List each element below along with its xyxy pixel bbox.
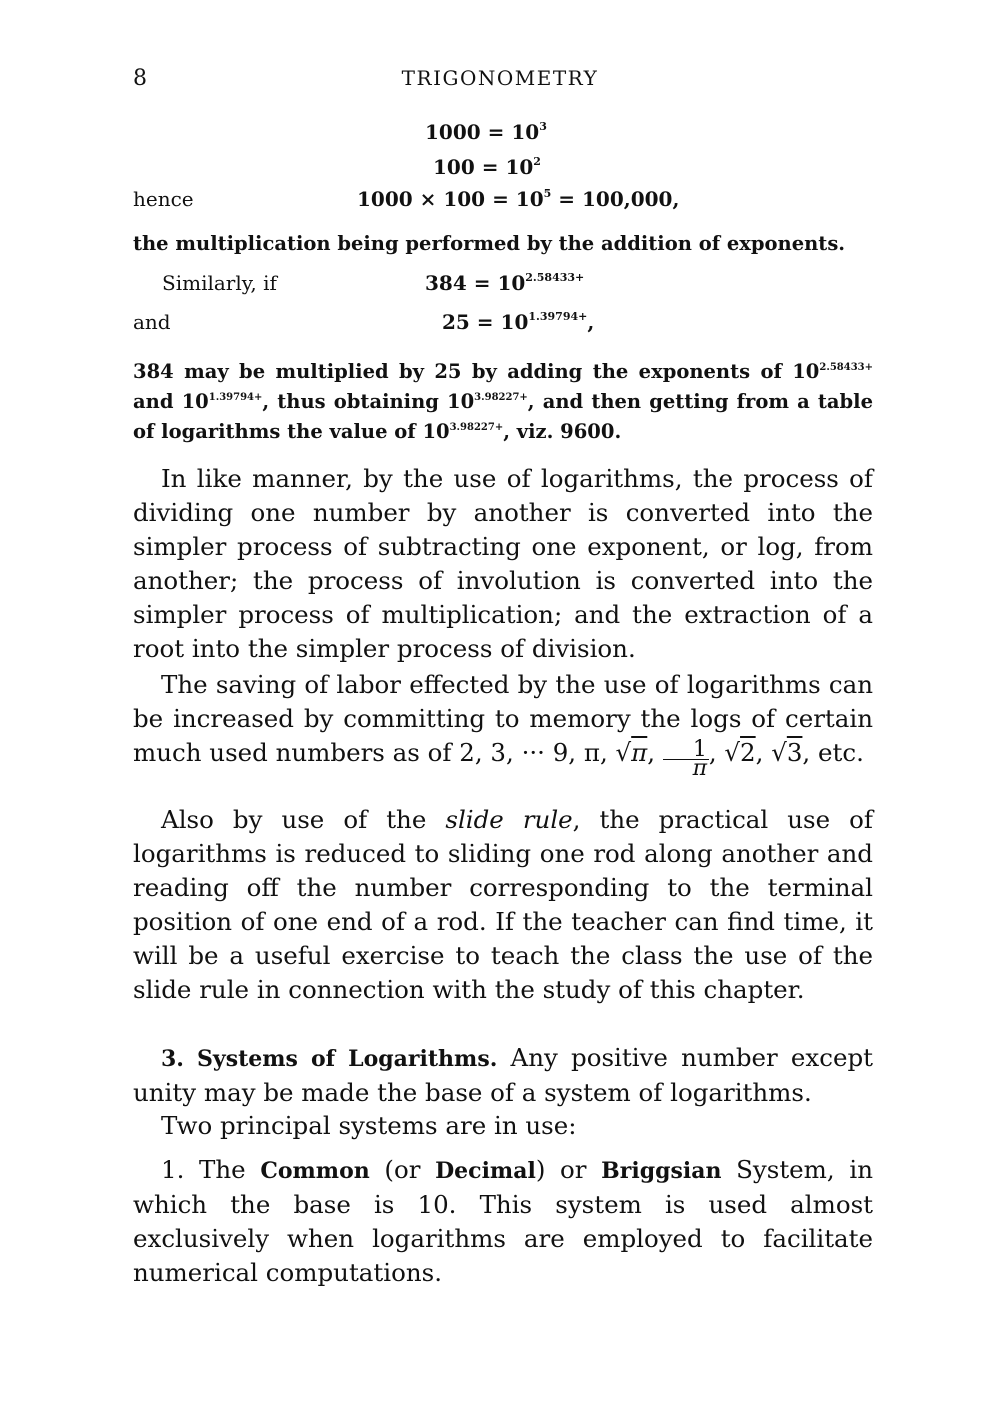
equation-25: $25 = 10^{1.39794+}$, xyxy=(442,310,595,334)
section-heading: 3. Systems of Logarithms. xyxy=(161,1046,498,1072)
section-3-systems: 3. Systems of Logarithms. Any positive number except unity may be made the base of a system of logarithms. xyxy=(133,1043,873,1107)
equation-product: $1000 \times 100 = 10^5 = 100,000$, xyxy=(357,187,680,211)
paragraph-slide-rule: Also by use of the slide rule, the practical use of logarithms is reduced to sliding one rod along another and reading off the number corresponding to the terminal position of one end of a rod. If the teacher can find time, it will be a useful exercise to teach the class the use of the slide rule in connection with the study of this chapter. xyxy=(133,805,873,1004)
paragraph-saving-labor: The saving of labor effected by the use of logarithms can be increased by committing to memory the logs of certain much used numbers as of 2, 3, ··· 9, π, √π, $\frac{1}{\pi}$ , √2, √3, etc. xyxy=(133,670,873,781)
equation-384: $384 = 10^{2.58433+}$ xyxy=(425,271,585,295)
paragraph-division: In like manner, by the use of logarithms, the process of dividing one number by another is converted into the simpler process of subtracting one exponent, or log, from another; the process of involution is converted into the simpler process of multiplication; and the extraction of a root into the simpler process of division. xyxy=(133,464,873,663)
multiply-example-note: 384 may be multiplied by 25 by adding the exponents of $10^{2.58433+}$ and $10^{1.39794+}$, thus obtaining $10^{3.98227+}$, and then getting from a table of logarithms the value of $10^{3.98227+}$, viz. 9600. xyxy=(133,360,873,443)
page-number: 8 xyxy=(133,66,147,91)
multiplication-note: the multiplication being performed by the addition of exponents. xyxy=(133,232,846,255)
fraction-one-over-pi: $\frac{1}{\pi}$ xyxy=(663,741,709,778)
running-title: TRIGONOMETRY xyxy=(401,66,599,90)
paragraph-two-systems: Two principal systems are in use: xyxy=(161,1111,577,1140)
and-label: and xyxy=(133,310,171,334)
equation-100: $100 = 10^2$ xyxy=(433,155,541,179)
similarly-label: Similarly, if xyxy=(162,271,277,295)
hence-label: hence xyxy=(133,187,194,211)
equation-1000: $1000 = 10^3$ xyxy=(425,120,547,144)
paragraph-common-system: 1. The Common (or Decimal) or Briggsian System, in which the base is 10. This system is used almost exclusively when logarithms are employed to facilitate numerical computations. xyxy=(133,1155,873,1287)
